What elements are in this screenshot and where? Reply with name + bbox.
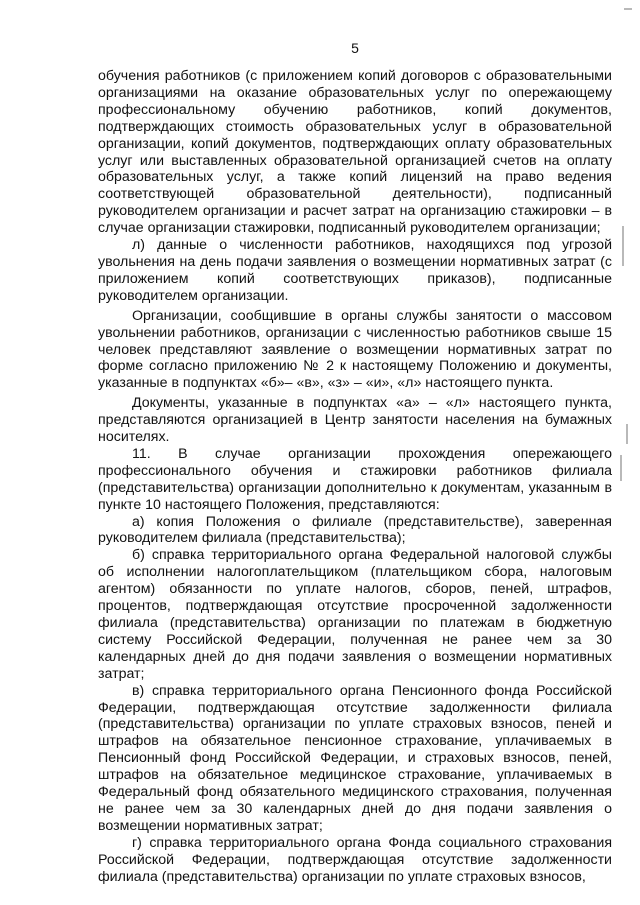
paragraph-mass-layoff: Организации, сообщившие в органы службы занятости о массовом увольнении работников, организации с численностью работников свыше 15 человек представляют заявление о возмещении нормативных затрат по форме согласно приложению № 2 к настоящему Положению и документы, указанные в подпунктах «б»– «в», «з» – «и», «л» настоящего пункта. bbox=[98, 307, 612, 392]
paragraph-item-b: б) справка территориального органа Федеральной налоговой службы об исполнении налогоплательщиком (плательщиком сбора, налоговым агентом) обязанности по уплате налогов, сборов, пеней, штрафов, процентов, подтверждающая отсутствие просроченной задолженности филиала (представительства) организации по платежам в бюджетную систему Российской Федерации, полученная не ранее чем за 30 календарных дней до дня подачи заявления о возмещении нормативных затрат; bbox=[98, 547, 612, 682]
paragraph-item-v: в) справка территориального органа Пенсионного фонда Российской Федерации, подтверждающая отсутствие задолженности филиала (представительства) организации по уплате страховых взносов, пеней и штрафов на обязательное пенсионное страхование, уплачиваемых в Пенсионный фонд Российской Федерации, и страховых взносов, пеней, штрафов на обязательное медицинское страхование, уплачиваемых в Федеральный фонд обязательного медицинского страхования, полученная не ранее чем за 30 календарных дней до дня подачи заявления о возмещении нормативных затрат; bbox=[98, 682, 612, 834]
scan-artifact-mark bbox=[626, 424, 628, 444]
paragraph-item-a: а) копия Положения о филиале (представительстве), заверенная руководителем филиала (представительства); bbox=[98, 513, 612, 547]
paragraph-item-g: г) справка территориального органа Фонда социального страхования Российской Федерации, подтверждающая отсутствие задолженности филиала (представительства) организации по уплате страховых взносов, bbox=[98, 834, 612, 885]
scan-artifact-mark bbox=[622, 226, 624, 266]
document-body bbox=[98, 68, 612, 886]
paragraph-documents-submission: Документы, указанные в подпунктах «а» – «л» настоящего пункта, представляются организацией в Центр занятости населения на бумажных носителях. bbox=[98, 395, 612, 446]
scan-artifact-mark bbox=[620, 455, 622, 481]
page-number: 5 bbox=[351, 40, 359, 56]
paragraph-continuation: обучения работников (с приложением копий договоров с образовательными организациями на оказание образовательных услуг по опережающему профессиональному обучению работников, копий документов, подтверждающих стоимость образовательных услуг в образовательной организации, копий документов, подтверждающих оплату образовательных услуг или выставленных образовательной организацией счетов на оплату образовательных услуг, а также копий лицензий на право ведения соответствующей образовательной деятельности), подписанный руководителем организации и расчет затрат на организацию стажировки – в случае организации стажировки, подписанный руководителем организации; bbox=[98, 68, 612, 237]
paragraph-clause-11: 11. В случае организации прохождения опережающего профессионального обучения и стажировки работников филиала (представительства) организации дополнительно к документам, указанным в пункте 10 настоящего Положения, представляются: bbox=[98, 445, 612, 513]
scan-artifact-mark bbox=[624, 8, 632, 10]
paragraph-item-l: л) данные о численности работников, находящихся под угрозой увольнения на день подачи заявления о возмещении нормативных затрат (с приложением копий соответствующих приказов), подписанные руководителем организации. bbox=[98, 237, 612, 304]
